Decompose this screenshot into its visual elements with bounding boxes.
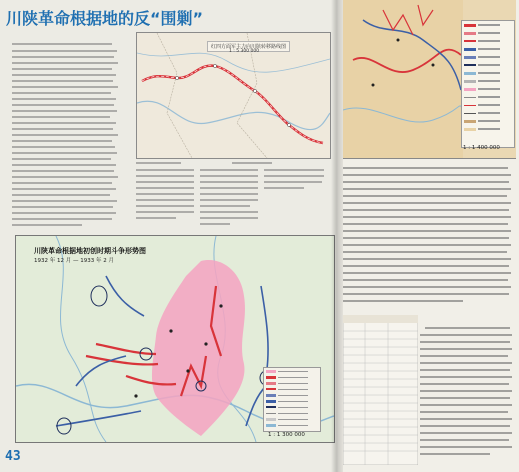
- right-map-scale: 1 : 1 400 000: [463, 145, 500, 151]
- right-body-text: [343, 165, 513, 315]
- text-lines: [136, 160, 329, 230]
- route-map: [136, 32, 331, 159]
- page-number: 43: [5, 449, 21, 464]
- situation-map-date: 1932 年 12 月 — 1933 年 2 月: [34, 258, 114, 264]
- page-title: 川陕革命根据地的反“围剿”: [6, 9, 204, 28]
- right-map-legend: [461, 20, 515, 148]
- left-body-text: [12, 41, 122, 231]
- book-spine-shadow: [331, 0, 343, 472]
- situation-map-scale: 1 : 1 300 000: [268, 432, 305, 438]
- route-map-scale: 1 : 5 300 000: [229, 49, 260, 54]
- text-lines: [343, 165, 513, 315]
- table-graphic: [343, 315, 418, 465]
- statistics-table: [343, 315, 418, 465]
- text-lines: [420, 325, 515, 465]
- situation-map-title: 川陕革命根据地初创时期斗争形势图: [34, 247, 146, 255]
- situation-map-legend: [263, 367, 321, 432]
- route-map-title: 红四方面军主力向川陕转移路线图: [207, 41, 290, 52]
- mid-body-text: [136, 160, 329, 230]
- right-body-text-2: [420, 325, 515, 465]
- text-lines: [12, 41, 122, 231]
